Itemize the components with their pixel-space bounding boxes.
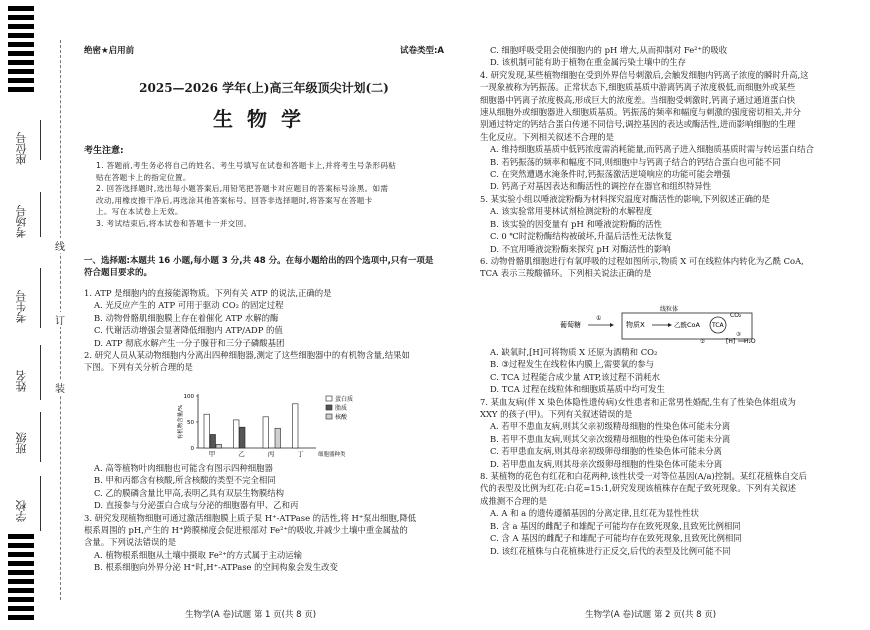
question-line: 3. 研究发现植物细胞可通过激活细胞膜上质子泵 H⁺-ATPase 的活性,将 H⁺泵出细胞,降低 <box>84 512 417 523</box>
notice-heading: 考生注意: <box>84 146 124 156</box>
question-line: 代的表型及比例为红花:白花=15:1,研究发现该植株存在配子致死现象。下列有关叙述 <box>480 483 797 494</box>
section-line: 一、选择题:本题共 16 小题,每小题 3 分,共 48 分。在每小题给出的四个选项中,只有一项是 <box>84 256 434 266</box>
acetyl-coa-label: 乙酰CoA <box>674 321 700 329</box>
option-line: C. 代谢活动增强会显著降低细胞内 ATP/ADP 的值 <box>94 325 283 336</box>
school-label: 学校 <box>15 500 28 522</box>
option-line: A. 植物根系细胞从土壤中摄取 Fe²⁺的方式属于主动运输 <box>94 549 302 560</box>
option-line: B. ③过程发生在线粒体内膜上,需要氧的参与 <box>490 359 655 370</box>
subject-title: 生物学 <box>213 107 315 131</box>
step3-label: ③ <box>736 332 741 338</box>
option-line: C. TCA 过程能合成少量 ATP,该过程不消耗水 <box>490 371 660 382</box>
option-line: D. 若甲患血友病,则其母亲次级卵母细胞的性染色体可能未分离 <box>490 458 723 469</box>
question-line: 一现象被称为钙振荡。正常状态下,细胞质基质中游离钙离子浓度极低,而细胞外或某些 <box>480 82 796 93</box>
legend-swatch <box>326 414 332 419</box>
confidential-mark: 绝密★启用前 <box>84 46 135 56</box>
legend-label: 蛋白质 <box>335 396 354 403</box>
option-line: D. 不宜用唾液淀粉酶来探究 pH 对酶活性的影响 <box>490 243 671 254</box>
top-barcode <box>8 6 34 96</box>
question-line: 6. 动物骨骼肌细胞进行有氧呼吸的过程如图所示,物质 X 可在线粒体内转化为乙酰 CoA, <box>480 255 804 266</box>
bar <box>204 414 210 448</box>
left-questions-2 <box>84 462 452 574</box>
y-tick-label: 100 <box>183 394 194 400</box>
notice-item: 改动,用橡皮擦干净后,再选涂其他答案标号。回答非选择题时,将答案写在答题卡 <box>96 195 373 205</box>
co2-label: CO₂ <box>730 312 742 319</box>
option-line: D. 该红花植株与白花植株进行正反交,后代的表型及比例可能不同 <box>490 545 731 556</box>
student-no-label: 考生号 <box>15 290 28 323</box>
x-tick-label: 丙 <box>267 450 275 458</box>
step1-label: ① <box>596 315 602 322</box>
section-heading <box>84 255 449 280</box>
question-line: 8. 某植物的花色有红花和白花两种,该性状受一对等位基因(A/a)控制。某红花植株自交后 <box>480 471 807 482</box>
option-line: B. 根系细胞向外界分泌 H⁺时,H⁺-ATPase 的空间构象会发生改变 <box>94 562 338 573</box>
option-line: A. 光反应产生的 ATP 可用于驱动 CO₂ 的固定过程 <box>94 300 284 311</box>
y-axis-label: 有机物含量/% <box>178 404 184 440</box>
notice-item: 上。写在本试卷上无效。 <box>96 207 183 217</box>
legend-label: 脂质 <box>335 405 348 412</box>
seat-fill-line[interactable] <box>40 120 41 160</box>
notice-list <box>96 160 446 230</box>
cut-word-bind: 订 <box>55 312 65 327</box>
legend-label: 核酸 <box>335 414 348 421</box>
option-line: A. 若甲不患血友病,则其父亲初级精母细胞的性染色体可能未分离 <box>490 421 731 432</box>
name-fill-line[interactable] <box>40 345 41 400</box>
option-line: C. 0 ℃时淀粉酶结构被破坏,升温后活性无法恢复 <box>490 231 673 242</box>
bar <box>234 420 240 448</box>
option-line: A. 缺氧时,[H]可将物质 X 还原为酒精和 CO₂ <box>490 347 658 357</box>
class-label: 班级 <box>15 432 28 454</box>
notice-item: 3. 考试结束后,将本试卷和答题卡一并交回。 <box>96 218 252 228</box>
footer-page-1: 生物学(A 卷)试题 第 1 页(共 8 页) <box>185 610 317 620</box>
bar <box>293 404 299 448</box>
option-line: C. 若甲患血友病,则其母亲初级卵母细胞的性染色体可能未分离 <box>490 446 722 457</box>
student-no-fill-line[interactable] <box>40 268 41 328</box>
h-label: [H] <box>726 338 736 345</box>
option-line: D. TCA 过程在线粒体和细胞质基质中均可发生 <box>490 384 665 395</box>
x-tick-label: 乙 <box>238 450 245 458</box>
section-line: 符合题目要求的。 <box>84 268 153 279</box>
bar <box>275 428 281 448</box>
question-line: 下图。下列有关分析合理的是 <box>84 362 193 373</box>
notice-item: 贴在答题卡上的指定位置。 <box>96 172 191 182</box>
binding-strip <box>0 0 70 630</box>
option-line: C. 在突然遭遇水淹条件时,钙振荡激活逆境响应的功能可能会增强 <box>490 169 731 180</box>
option-line: A. 该实验常用斐林试剂检测淀粉的水解程度 <box>490 206 653 217</box>
question-line: 含量。下列说法错误的是 <box>84 537 177 548</box>
question-line: 1. ATP 是细胞内的直接能源物质。下列有关 ATP 的说法,正确的是 <box>84 288 332 298</box>
option-line: C. 细胞呼吸受阻会使细胞内的 pH 增大,从而抑制对 Fe²⁺的吸收 <box>490 45 728 55</box>
question-line: 速从细胞外或细胞器进入细胞质基质。钙振荡的频率和幅度与刺激的强度密切相关,并分 <box>480 107 801 118</box>
right-questions-1 <box>480 44 862 280</box>
exam-title: 2025—2026 学年(上)高三年级顶尖计划(二) <box>139 81 389 95</box>
respiration-pathway <box>560 305 760 345</box>
question-line: 4. 研究发现,某些植物细胞在受到外界信号刺激后,会触发细胞内钙离子浓度的瞬时升高,这 <box>480 69 809 80</box>
question-line: 根系周围的 pH,产生的 H⁺跨膜梯度会促进根部对 Fe²⁺的吸收,并减少土壤中重金属盐的 <box>84 525 408 536</box>
option-line: A. 高等植物叶肉细胞也可能含有图示四种细胞器 <box>94 463 273 473</box>
option-line: B. 若甲不患血友病,则其父亲次级精母细胞的性染色体可能未分离 <box>490 433 731 444</box>
question-line: 成推测不合理的是 <box>480 495 547 506</box>
bottom-barcode <box>8 534 34 624</box>
bar <box>263 417 269 448</box>
school-fill-line[interactable] <box>40 476 41 531</box>
option-line: C. 含 A 基因的雌配子和雄配子可能均存在致死现象,且致死比例相同 <box>490 533 742 544</box>
seat-label: 座位号 <box>15 132 28 165</box>
option-line: D. ATP 彻底水解产生一分子腺苷和三分子磷酸基团 <box>94 337 285 348</box>
question-line: TCA 表示三羧酸循环。下列相关说法正确的是 <box>480 268 652 279</box>
notice-item: 1. 答题前,考生务必将自己的姓名、考生号填写在试卷和答题卡上,并将考生号条形码粘 <box>96 161 397 170</box>
footer-page-2: 生物学(A 卷)试题 第 2 页(共 8 页) <box>585 610 717 620</box>
question-line: 7. 某血友病(伴 X 染色体隐性遗传病)女性患者和正常男性婚配,生有了性染色体组成为 <box>480 396 796 407</box>
x-tick-label: 甲 <box>208 450 216 458</box>
bar <box>240 427 246 448</box>
left-questions-1 <box>84 287 452 374</box>
y-tick-label: 0 <box>190 446 194 452</box>
question-line: 生化反应。下列相关叙述不合理的是 <box>480 131 614 142</box>
organelle-chart-svg <box>176 388 396 460</box>
option-line: B. 若钙振荡的频率和幅度不同,则细胞中与钙离子结合的钙结合蛋白也可能不同 <box>490 156 781 167</box>
exam-no-label: 考场号 <box>15 205 28 238</box>
option-line: C. 乙的膜磷含量比甲高,表明乙具有双层生物膜结构 <box>94 487 284 498</box>
cut-word-line: 线 <box>55 238 65 253</box>
option-line: B. 动物骨骼肌细胞膜上存在着催化 ATP 水解的酶 <box>94 312 279 323</box>
option-line: A. 维持细胞质基质中低钙浓度需消耗能量,而钙离子进入细胞质基质时需与转运蛋白结合 <box>490 144 814 155</box>
bar <box>210 434 216 448</box>
name-label: 姓名 <box>15 370 28 392</box>
water-label: H₂O <box>744 338 756 345</box>
question-line: 2. 研究人员从某动物细胞内分离出四种细胞器,测定了这些细胞器中的有机物含量,结果如 <box>84 350 410 361</box>
question-line: 细胞器中钙离子浓度极高,形成巨大的浓度差。当细胞受刺激时,钙离子通过通道蛋白快 <box>480 94 796 105</box>
step2-label: ② <box>700 339 705 345</box>
paper-type: 试卷类型:A <box>400 46 444 56</box>
legend-swatch <box>326 405 332 410</box>
exam-no-fill-line[interactable] <box>40 192 41 237</box>
y-tick-label: 50 <box>187 420 194 426</box>
x-axis-label: 细胞器种类 <box>318 452 346 458</box>
option-line: D. 该机制可能有助于植物在重金属污染土壤中的生存 <box>490 57 686 68</box>
tca-label: TCA <box>712 322 724 329</box>
option-line: B. 含 a 基因的雌配子和雄配子可能均存在致死现象,且致死比例相同 <box>490 520 741 531</box>
cut-word-pack: 装 <box>55 380 65 395</box>
question-line: 5. 某实验小组以唾液淀粉酶为材料探究温度对酶活性的影响,下列叙述正确的是 <box>480 193 770 204</box>
substance-x-label: 物质X <box>626 321 645 329</box>
option-line: D. 直接参与分泌蛋白合成与分泌的细胞器有甲、乙和丙 <box>94 500 299 511</box>
option-line: B. 甲和丙都含有核酸,所含核酸的类型不完全相同 <box>94 475 276 486</box>
bar <box>216 444 222 448</box>
class-fill-line[interactable] <box>40 412 41 462</box>
mitochondria-label: 线粒体 <box>660 306 679 313</box>
x-tick-label: 丁 <box>297 450 304 458</box>
option-line: D. 钙离子对基因表达和酶活性的调控存在器官和组织特异性 <box>490 181 712 192</box>
right-questions-2 <box>480 346 862 557</box>
respiration-pathway-svg <box>560 305 760 345</box>
option-line: B. 该实验的因变量有 pH 和唾液淀粉酶的活性 <box>490 218 662 229</box>
option-line: A. A 和 a 的遗传遵循基因的分离定律,且红花为显性性状 <box>490 508 699 519</box>
question-line: XXY 的孩子(甲)。下列有关叙述错误的是 <box>480 409 633 420</box>
organelle-chart <box>176 388 396 460</box>
glucose-label: 葡萄糖 <box>560 321 581 329</box>
legend-swatch <box>326 396 332 401</box>
question-line: 别通过特定的钙结合蛋白传递不同信号,调控基因的表达或酶活性,进而影响细胞的生理 <box>480 119 796 130</box>
notice-item: 2. 回答选择题时,选出每小题答案后,用铅笔把答题卡对应题目的答案标号涂黑。如需 <box>96 184 389 194</box>
